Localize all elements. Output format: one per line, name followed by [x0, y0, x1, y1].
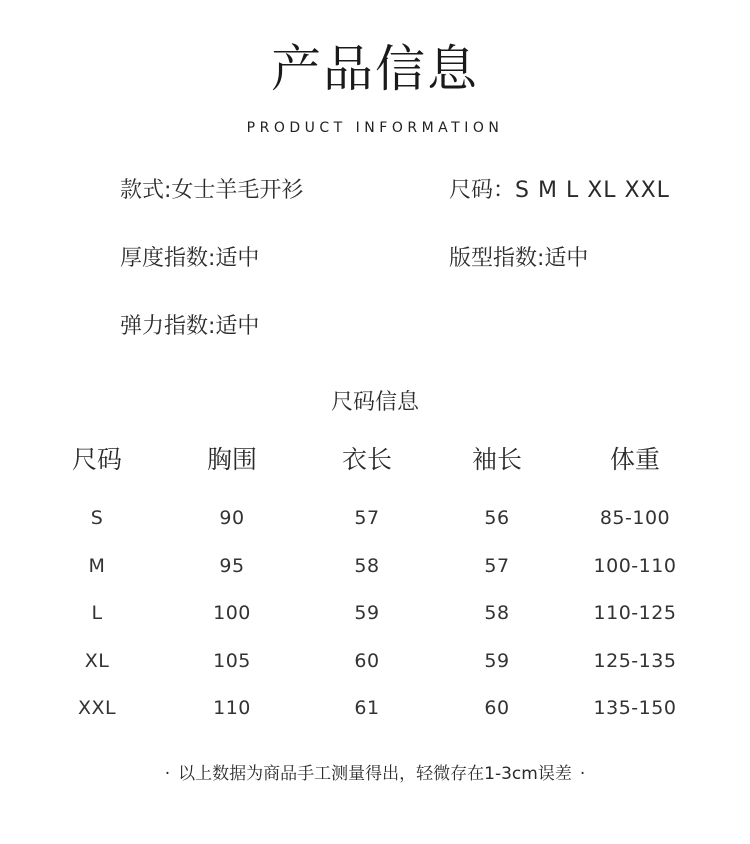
table-cell: M: [88, 555, 106, 577]
table-cell: 56: [484, 507, 510, 529]
table-cell: 57: [354, 507, 380, 529]
note-dot-right: ·: [579, 764, 586, 784]
info-elasticity: [120, 312, 259, 342]
table-cell: 90: [219, 507, 245, 529]
table-cell: 95: [219, 555, 245, 577]
table-row: [0, 641, 750, 681]
table-cell: XXL: [77, 697, 117, 719]
note-dot-left: ·: [164, 764, 171, 784]
info-thickness: [120, 244, 259, 274]
table-cell: 100-110: [593, 555, 677, 577]
table-cell: 60: [484, 697, 510, 719]
note-text: 以上数据为商品手工测量得出，轻微存在1-3cm误差: [178, 764, 572, 784]
size-table-heading: 尺码信息: [330, 390, 419, 415]
table-cell: 58: [484, 602, 510, 624]
info-thickness-text: 厚度指数:适中: [120, 246, 260, 271]
info-style-text: 款式:女士羊毛开衫: [120, 178, 304, 203]
info-size-values: S M L XL XXL: [515, 178, 670, 203]
info-elasticity-text: 弹力指数:适中: [120, 314, 260, 339]
table-row: [0, 593, 750, 633]
table-cell: 110-125: [593, 602, 677, 624]
page-title: 产品信息: [271, 40, 479, 98]
size-table-header: [0, 440, 750, 480]
info-fit: [449, 244, 588, 274]
table-cell: 59: [354, 602, 380, 624]
info-sizes: [449, 176, 670, 206]
table-cell: 135-150: [593, 697, 677, 719]
table-cell: 60: [354, 650, 380, 672]
column-header-sleeve: 袖长: [471, 445, 522, 474]
table-cell: S: [90, 507, 104, 529]
table-cell: 59: [484, 650, 510, 672]
table-cell: 110: [213, 697, 251, 719]
table-row: [0, 546, 750, 586]
table-cell: 100: [213, 602, 251, 624]
column-header-length: 衣长: [341, 445, 392, 474]
table-cell: XL: [84, 650, 110, 672]
info-fit-text: 版型指数:适中: [449, 246, 589, 271]
table-cell: 61: [354, 697, 380, 719]
page-subtitle: PRODUCT INFORMATION: [246, 120, 504, 136]
table-row: [0, 498, 750, 538]
table-cell: 57: [484, 555, 510, 577]
table-cell: 105: [213, 650, 251, 672]
table-cell: 58: [354, 555, 380, 577]
info-style: [120, 176, 303, 206]
info-size-label: 尺码：: [449, 178, 516, 203]
measurement-note: [0, 760, 750, 788]
column-header-weight: 体重: [609, 445, 660, 474]
column-header-bust: 胸围: [206, 445, 257, 474]
table-row: [0, 688, 750, 728]
table-cell: 125-135: [593, 650, 677, 672]
table-cell: L: [91, 602, 103, 624]
column-header-size: 尺码: [71, 445, 122, 474]
table-cell: 85-100: [599, 507, 671, 529]
